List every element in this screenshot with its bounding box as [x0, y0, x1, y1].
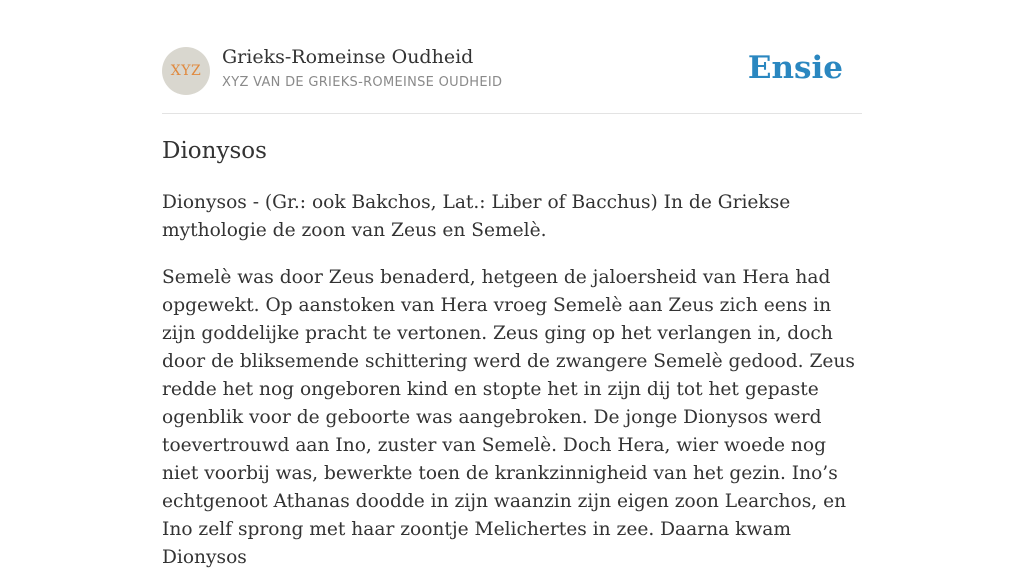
article-paragraph: Semelè was door Zeus benaderd, hetgeen de jaloersheid van Hera had opgewekt. Op aanstoken van Hera vroeg Semelè aan Zeus zich eens in zijn goddelijke pracht te vertonen. Zeus ging op het verlangen in, doch door de bliksemende schittering werd de zwangere Semelè gedood. Zeus redde het nog ongeboren kind en stopte het in zijn dij tot het gepaste ogenblik voor de geboorte was aangebroken. De jonge Dionysos werd toevertrouwd aan Ino, zuster van Semelè. Doch Hera, wier woede nog niet voorbij was, bewerkte toen de krankzinnigheid van het gezin. Ino’s echtgenoot Athanas doodde in zijn waanzin zijn eigen zoon Learchos, en Ino zelf sprong met haar zoontje Melichertes in zee. Daarna kwam Dionysos: [162, 267, 855, 568]
header-divider: [162, 113, 862, 114]
source-name-link[interactable]: Grieks-Romeinse Oudheid: [222, 46, 474, 68]
article-title: Dionysos: [162, 138, 267, 164]
article-paragraph: Dionysos - (Gr.: ook Bakchos, Lat.: Liber of Bacchus) In de Griekse mythologie de zoon van Zeus en Semelè.: [162, 192, 791, 241]
ensie-logo[interactable]: Ensie: [747, 50, 843, 86]
source-header: [162, 46, 862, 96]
article-page: [162, 0, 862, 568]
source-subtitle-link[interactable]: XYZ VAN DE GRIEKS-ROMEINSE OUDHEID: [222, 75, 503, 90]
source-avatar[interactable]: XYZ: [162, 47, 210, 95]
